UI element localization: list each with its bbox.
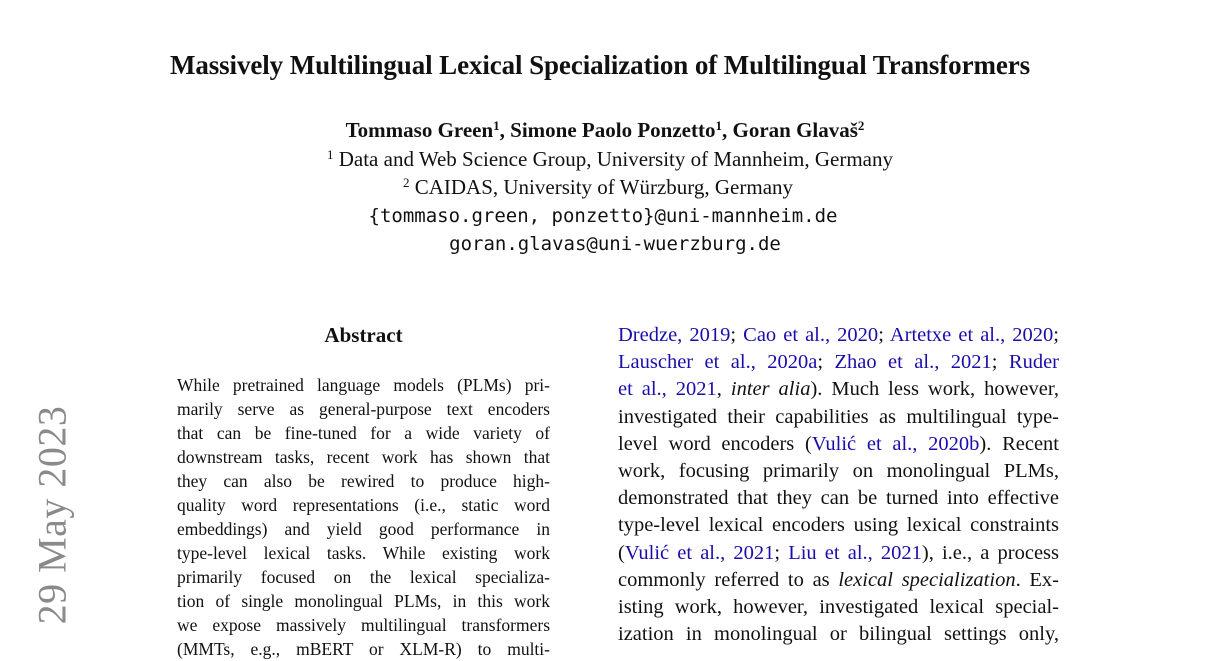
author-affiliation-mark: 1 xyxy=(493,118,500,133)
text-fragment: ; xyxy=(817,351,835,374)
citation-link[interactable]: Cao et al., 2020 xyxy=(743,324,879,346)
body-line xyxy=(618,431,1059,458)
body-line xyxy=(618,322,1059,349)
text-fragment: ; xyxy=(878,324,890,346)
text-fragment: ( xyxy=(618,541,625,564)
body-line: investigated their capabilities as multilingual type- xyxy=(618,405,1059,428)
abstract-line: downstream tasks, recent work has shown that xyxy=(177,447,550,467)
author-list xyxy=(0,116,1210,144)
abstract-line: type-level lexical tasks. While existing work xyxy=(177,543,550,563)
body-line xyxy=(618,540,1059,567)
abstract-line: (MMTs, e.g., mBERT or XLM-R) to multi- xyxy=(177,639,550,659)
body-line: ization in monolingual or bilingual settings only, xyxy=(618,623,1059,646)
citation-link[interactable]: Lauscher et al., 2020a xyxy=(618,351,818,374)
abstract-line: embeddings) and yield good performance in xyxy=(177,519,550,539)
citation-link[interactable]: Vulić et al., 2020b xyxy=(811,432,980,455)
body-line: isting work, however, investigated lexical special- xyxy=(618,595,1059,618)
citation-link[interactable]: Zhao et al., 2021 xyxy=(834,351,992,374)
author-affiliation-mark: 2 xyxy=(857,118,865,133)
citation-link[interactable]: Vulić et al., 2021 xyxy=(624,541,775,564)
body-line xyxy=(618,376,1059,403)
abstract-line: that can be fine-tuned for a wide variety of xyxy=(177,423,550,443)
body-line xyxy=(618,349,1059,376)
citation-link[interactable]: Liu et al., 2021 xyxy=(788,541,922,564)
abstract-heading: Abstract xyxy=(324,323,403,347)
arxiv-date-stamp: 29 May 2023 xyxy=(29,405,75,625)
affiliation-mark: 1 xyxy=(326,147,334,162)
text-fragment: ). Much less work, however, xyxy=(810,378,1059,401)
body-line: type-level lexical encoders using lexical constraints xyxy=(618,514,1059,537)
affiliation xyxy=(0,145,1220,173)
text-fragment: commonly referred to as xyxy=(618,568,839,591)
text-fragment: ; xyxy=(730,324,744,346)
citation-link[interactable]: et al., 2021 xyxy=(618,378,717,401)
text-fragment: level word encoders ( xyxy=(618,432,812,455)
abstract-body xyxy=(177,373,550,661)
author-name: Simone Paolo Ponzetto xyxy=(510,118,716,142)
abstract-line: primarily focused on the lexical specializa- xyxy=(177,567,550,587)
abstract-line: quality word representations (i.e., static word xyxy=(177,495,550,515)
body-line xyxy=(618,567,1059,594)
abstract-line: they can also be rewired to produce high- xyxy=(177,471,550,491)
body-line: demonstrated that they can be turned into effective xyxy=(618,487,1059,510)
citation-link[interactable]: Artetxe et al., 2020 xyxy=(889,324,1054,346)
author-affiliation-mark: 1 xyxy=(715,118,722,133)
abstract-line: marily serve as general-purpose text encoders xyxy=(177,399,550,419)
affiliation-text: Data and Web Science Group, University of Mannheim, Germany xyxy=(333,147,893,171)
affiliation-text: CAIDAS, University of Würzburg, Germany xyxy=(409,175,794,199)
author-name: Goran Glavaš xyxy=(732,118,858,142)
italic-text: inter alia xyxy=(730,378,811,401)
affiliation-mark: 2 xyxy=(402,175,410,190)
text-fragment: ; xyxy=(991,351,1009,374)
author-email: {tommaso.green, ponzetto}@uni-mannheim.de xyxy=(368,205,838,227)
author-email: goran.glavas@uni-wuerzburg.de xyxy=(449,233,781,255)
affiliation xyxy=(0,173,1208,201)
author-name: Tommaso Green xyxy=(345,118,494,142)
body-line: work, focusing primarily on monolingual PLMs, xyxy=(618,459,1059,482)
text-fragment: ; xyxy=(774,541,789,564)
text-fragment: , xyxy=(716,378,731,401)
author-separator: , xyxy=(499,118,511,142)
text-fragment: ), i.e., a process xyxy=(921,541,1059,564)
abstract-line: tion of single monolingual PLMs, in this work xyxy=(177,591,550,611)
citation-link[interactable]: Dredze, 2019 xyxy=(618,324,731,346)
italic-text: lexical specialization xyxy=(838,568,1016,591)
abstract-line: While pretrained language models (PLMs) pri- xyxy=(177,375,550,395)
intro-column xyxy=(618,322,1059,648)
abstract-line: we expose massively multilingual transformers xyxy=(177,615,550,635)
text-fragment: ). Recent xyxy=(979,432,1059,455)
author-separator: , xyxy=(721,118,733,142)
text-fragment: . Ex- xyxy=(1015,568,1059,591)
paper-title: Massively Multilingual Lexical Specialization of Multilingual Transformers xyxy=(169,50,1031,80)
citation-link[interactable]: Ruder xyxy=(1008,351,1060,374)
text-fragment: ; xyxy=(1053,324,1059,346)
